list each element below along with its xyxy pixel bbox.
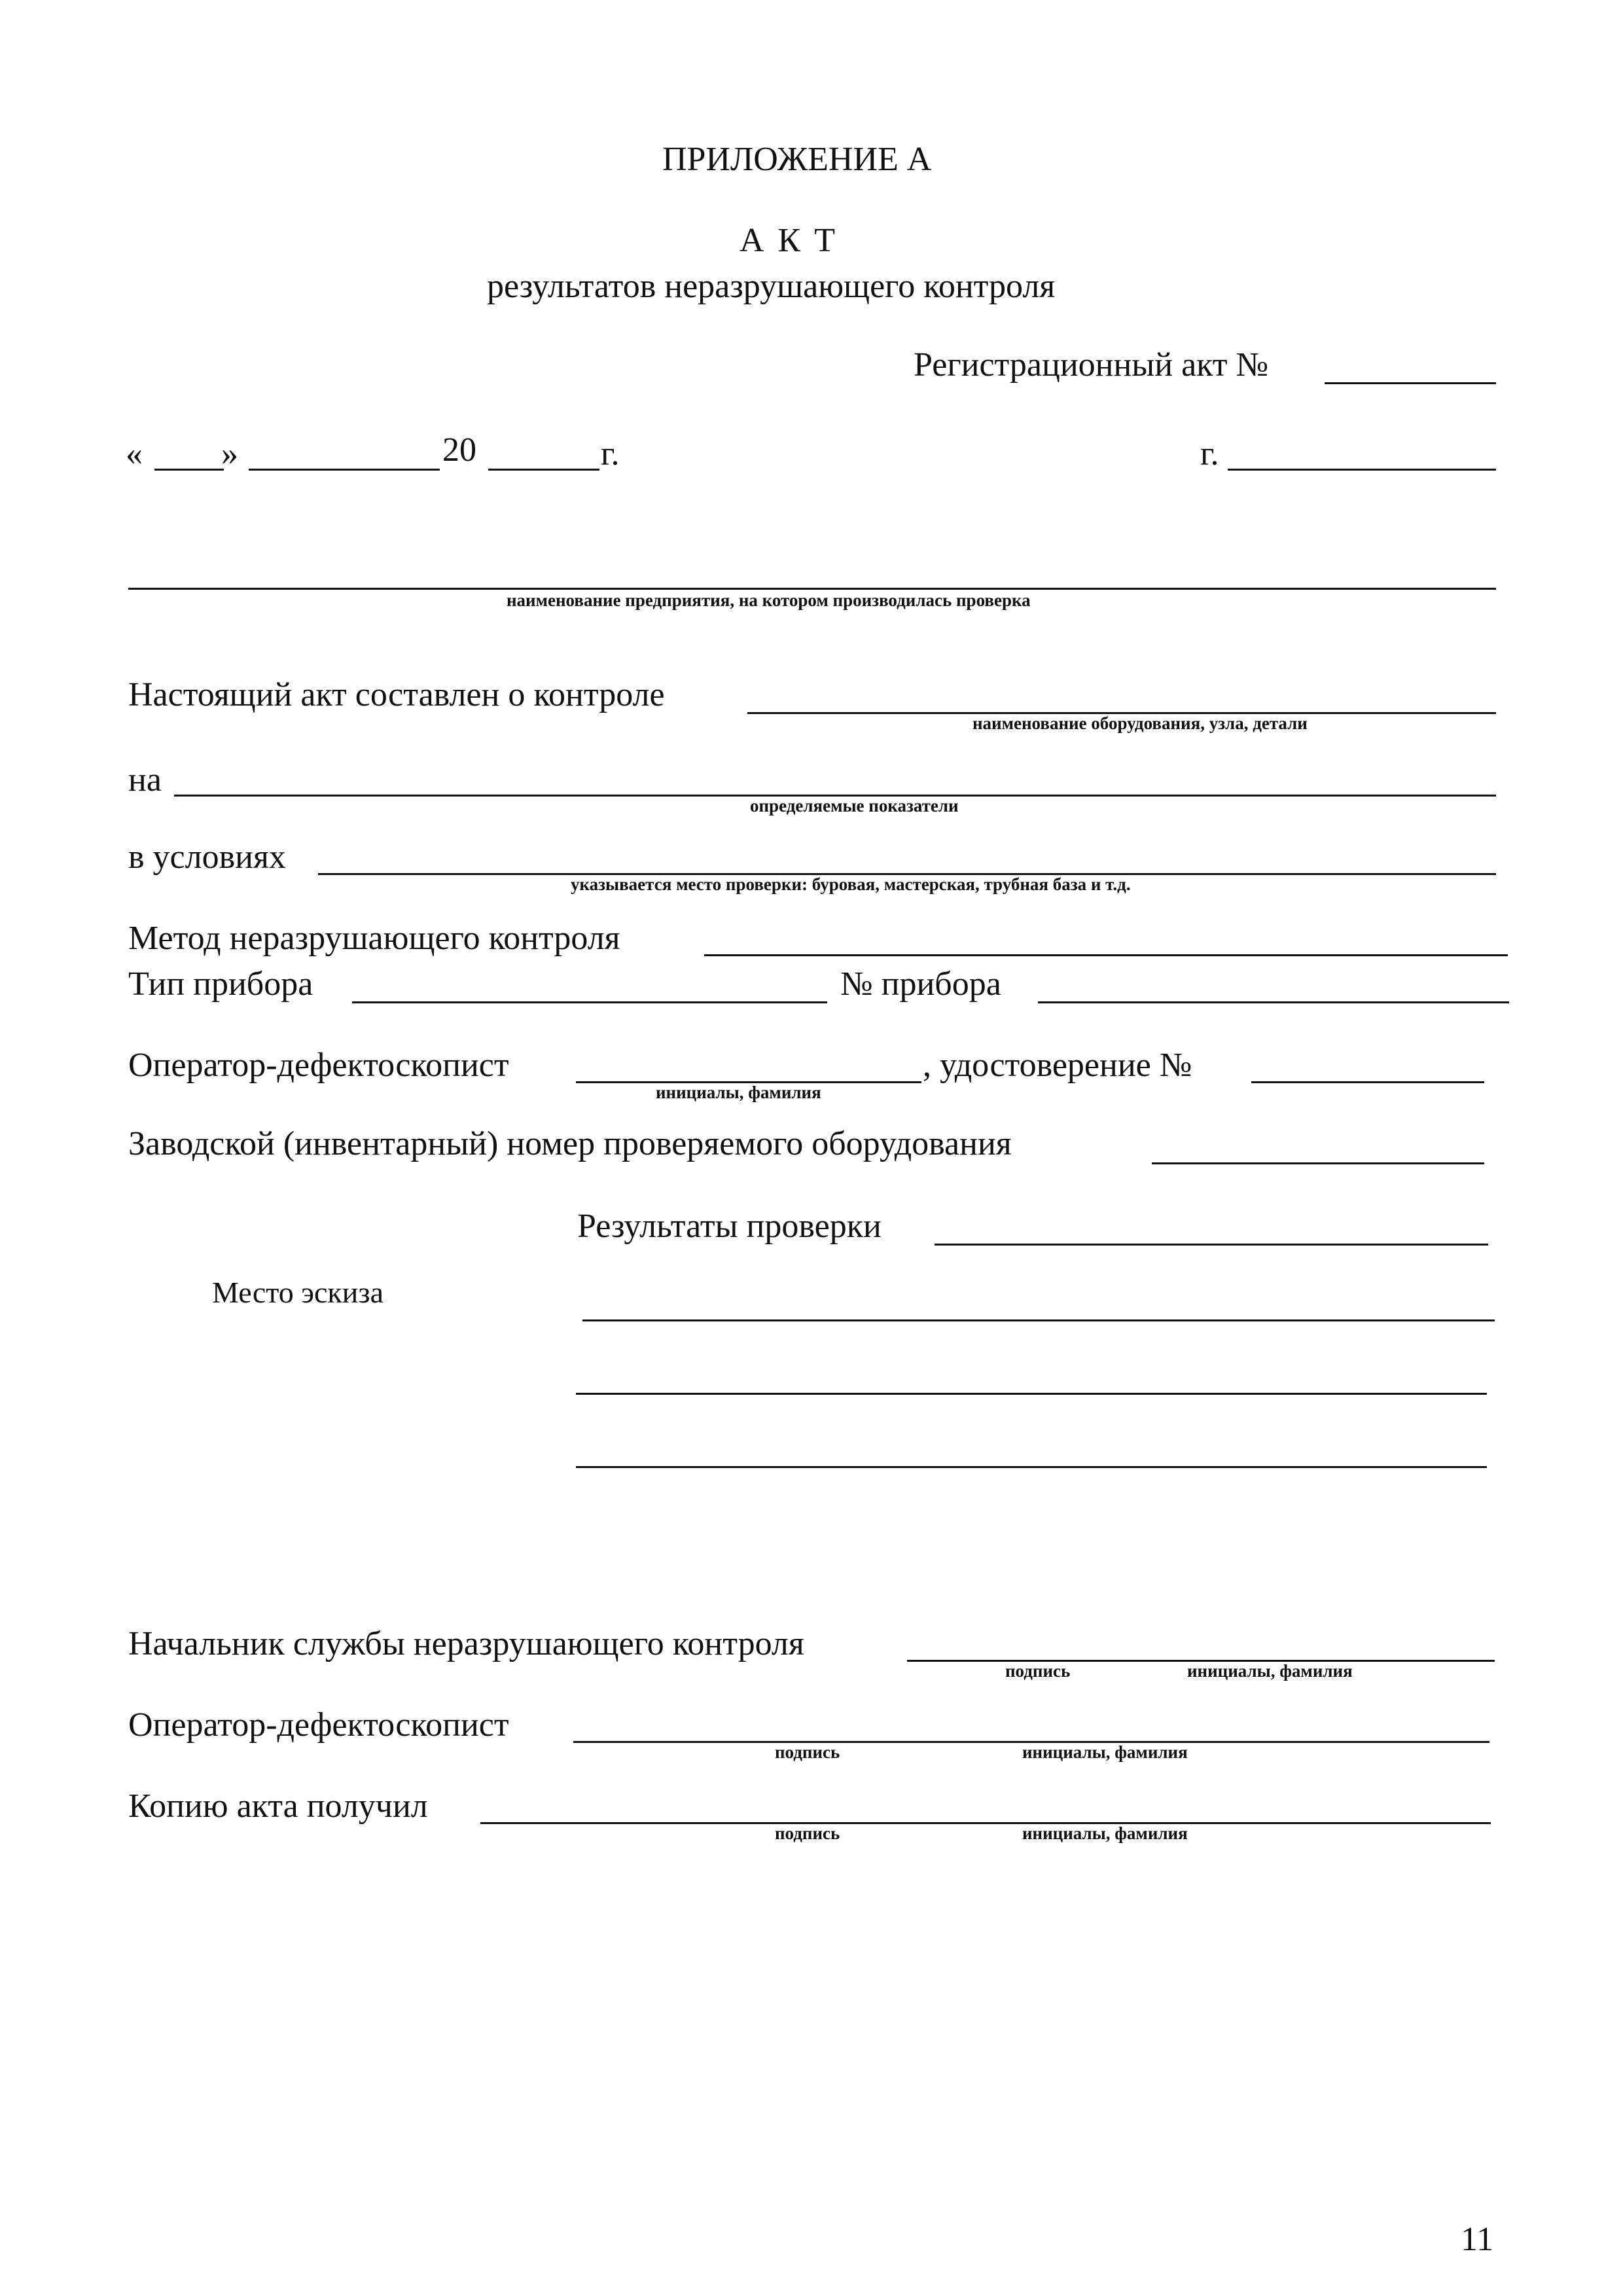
date-open-quote: « bbox=[126, 435, 143, 473]
year-field[interactable] bbox=[488, 469, 599, 471]
head-name-caption: инициалы, фамилия bbox=[1187, 1661, 1353, 1681]
method-label: Метод неразрушающего контроля bbox=[128, 920, 620, 957]
year-century: 20 bbox=[442, 431, 476, 469]
act-title: А К Т bbox=[740, 222, 838, 259]
head-signature-caption: подпись bbox=[1005, 1661, 1071, 1681]
results-field-4[interactable] bbox=[576, 1466, 1487, 1468]
operator-caption: инициалы, фамилия bbox=[656, 1083, 821, 1102]
certificate-number-field[interactable] bbox=[1251, 1081, 1484, 1083]
method-field[interactable] bbox=[704, 954, 1508, 956]
enterprise-name-field[interactable] bbox=[128, 588, 1496, 590]
device-number-field[interactable] bbox=[1038, 1001, 1509, 1003]
serial-number-field[interactable] bbox=[1152, 1162, 1484, 1164]
appendix-title: ПРИЛОЖЕНИЕ А bbox=[662, 141, 932, 178]
operator-name-caption: инициалы, фамилия bbox=[1022, 1742, 1188, 1762]
enterprise-caption: наименование предприятия, на котором производилась проверка bbox=[507, 590, 1031, 610]
operator-signature-label: Оператор-дефектоскопист bbox=[128, 1706, 509, 1744]
head-of-service-label: Начальник службы неразрушающего контроля bbox=[128, 1625, 804, 1662]
copy-received-signature-field[interactable] bbox=[480, 1822, 1491, 1824]
results-field-3[interactable] bbox=[576, 1393, 1487, 1395]
results-field-1[interactable] bbox=[935, 1244, 1488, 1246]
on-label: на bbox=[128, 761, 162, 798]
registration-number-field[interactable] bbox=[1325, 382, 1496, 384]
operator-signature-caption: подпись bbox=[775, 1742, 840, 1762]
copy-signature-caption: подпись bbox=[775, 1823, 840, 1843]
copy-name-caption: инициалы, фамилия bbox=[1022, 1823, 1188, 1843]
year-suffix: г. bbox=[601, 435, 620, 473]
registration-act-label: Регистрационный акт № bbox=[914, 346, 1269, 384]
control-label: Настоящий акт составлен о контроле bbox=[128, 676, 665, 713]
device-type-label: Тип прибора bbox=[128, 965, 313, 1003]
results-field-2[interactable] bbox=[582, 1319, 1495, 1321]
operator-label: Оператор-дефектоскопист bbox=[128, 1047, 509, 1084]
date-close-quote: » bbox=[221, 435, 238, 473]
device-number-label: № прибора bbox=[840, 965, 1001, 1003]
device-type-field[interactable] bbox=[352, 1001, 827, 1003]
results-label: Результаты проверки bbox=[577, 1208, 882, 1245]
sketch-area-label: Место эскиза bbox=[212, 1276, 383, 1309]
conditions-caption: указывается место проверки: буровая, мастерская, трубная база и т.д. bbox=[571, 874, 1131, 894]
day-field[interactable] bbox=[154, 469, 224, 471]
city-prefix: г. bbox=[1200, 435, 1219, 473]
control-caption: наименование оборудования, узла, детали bbox=[972, 713, 1308, 733]
indicators-caption: определяемые показатели bbox=[750, 796, 959, 816]
city-field[interactable] bbox=[1228, 469, 1496, 471]
month-field[interactable] bbox=[249, 469, 440, 471]
copy-received-label: Копию акта получил bbox=[128, 1787, 428, 1825]
act-subtitle: результатов неразрушающего контроля bbox=[487, 268, 1056, 305]
conditions-label: в условиях bbox=[128, 838, 286, 876]
serial-number-label: Заводской (инвентарный) номер проверяемого оборудования bbox=[128, 1125, 1012, 1162]
page-number: 11 bbox=[1461, 2221, 1494, 2258]
certificate-label: , удостоверение № bbox=[923, 1047, 1192, 1084]
